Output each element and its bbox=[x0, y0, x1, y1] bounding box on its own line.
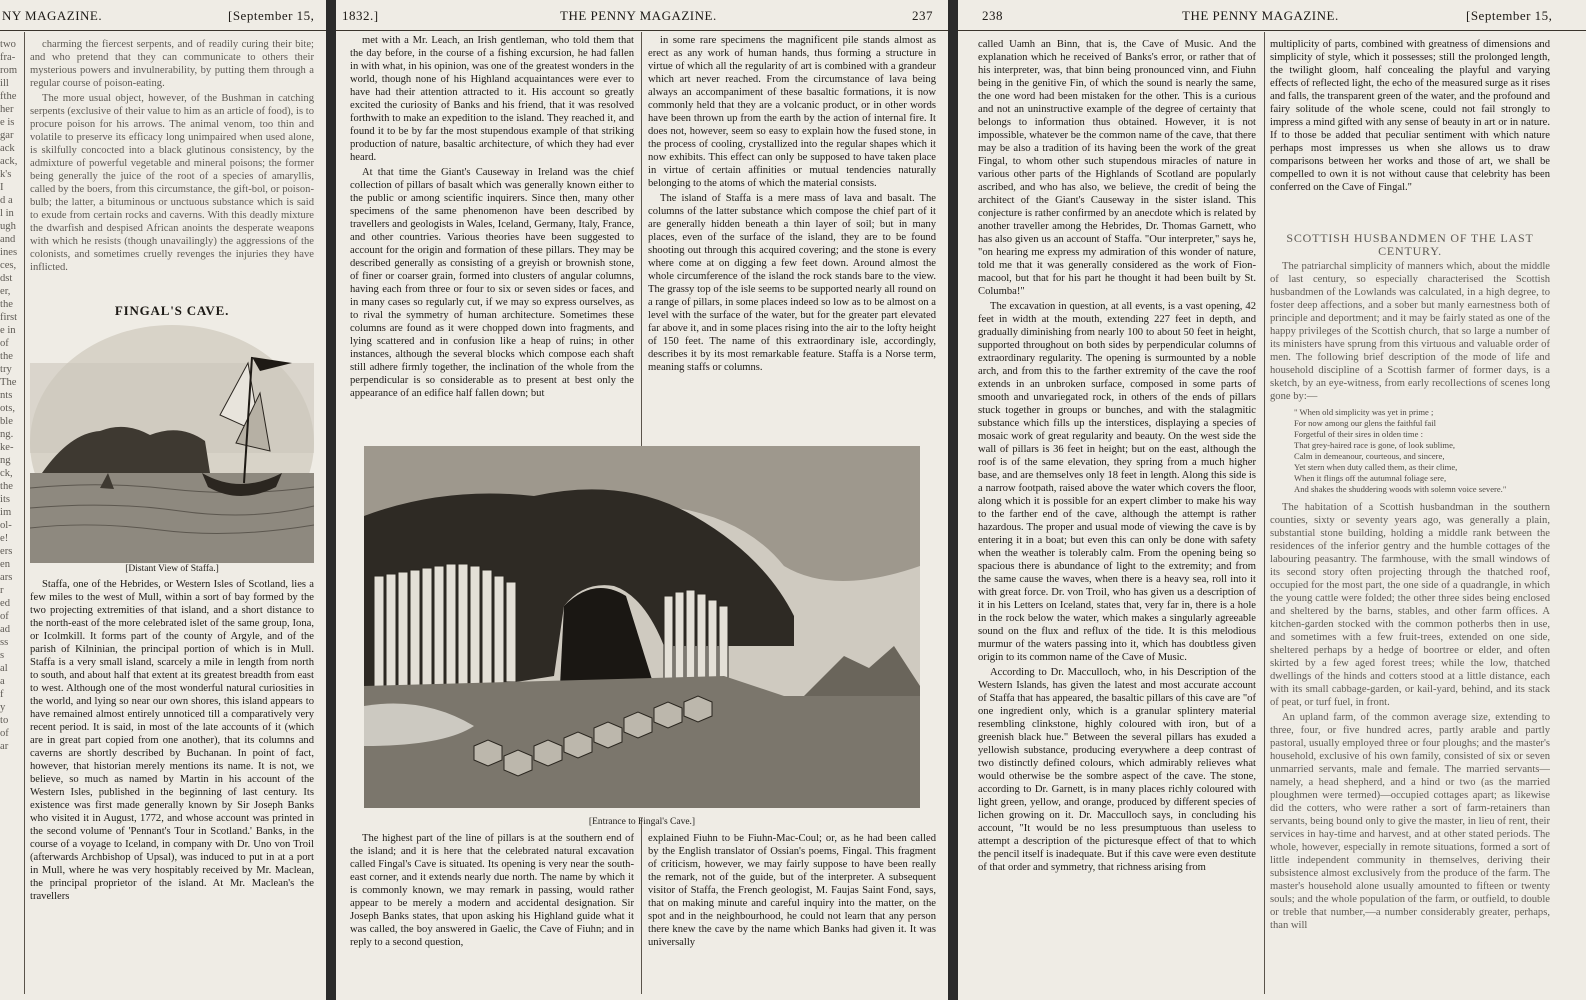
intro-paragraph: The patriarchal simplicity of manners which, about the middle of last century, so especially characterised the Scottish husbandmen of the Lowlands was calculated, in a high degree, to foster deep affections, and a sober but manly earnestness both of principle and deportment; and it may be fairly stated as one of the happy privileges of the Scottish church, that so large a number of its ministers have sprung from this virtuous and valuable order of men. The following brief description of the mode of life and household discipline of a Scottish farmer of former days, is a sketch, by an eye-witness, from early recollections of scenes long gone by:— bbox=[1270, 261, 1550, 402]
poem-line: Forgetful of their sires in olden time : bbox=[1294, 429, 1423, 439]
edge-fragment: fthe bbox=[0, 91, 17, 102]
edge-fragment: ble bbox=[0, 416, 13, 427]
caption-fingals-cave-entrance: [Entrance to Fingal's Cave.] bbox=[588, 817, 696, 827]
edge-fragment: ck, bbox=[0, 468, 13, 479]
edge-fragment: its bbox=[0, 494, 11, 505]
edge-fragment: d a bbox=[0, 195, 13, 206]
edge-fragment: ack bbox=[0, 143, 15, 154]
right-header-page: 238 bbox=[982, 8, 1003, 23]
right-col1-paragraph: The excavation in question, at all events, is a vast opening, 42 feet in width at the mouth, extending 227 feet in depth, and gradually diminishing from nearly 100 to about 50 feet in height, supported throughout on both sides by perpendicular columns of extraordinary regularity. The opening is surmounted by a noble arch, and from this to the farther extremity of the cave the roof extends in an unbroken surface, composed in some parts of smooth and unvariegated rock, in others of the ends of pillars stuck together in groups or bunches, and with the stalagmitic substance which fills up the interstices, displaying a species of mosaic work of great regularity and beauty. On the west side the wall of pillars is 36 feet in height; but on the east, although the roof is of the same elevation, they spring from a much higher base, and are themselves only 18 feet in length. Along this side is a narrow footpath, raised above the water which covers the floor, along which it is possible for an expert climber to make his way to the farther end of the cave, although the attempt is rather hazardous. The proper and usual mode of viewing the cave is by entering it in a boat; but even this can only be done with safety when the weather is tolerably calm. From the opening being so spacious there is abundance of light to the extremity; and from the same cause the waves, when there is a heavy sea, roll into it with great force. Dr. von Troil, who has given us a description of it in his Letters on Iceland, states that, very far in, there is a hole in the rock below the water, which makes a singularly agreeable sound on the flux and reflux of the tide. It is this melodious murmur of the waters passing into it, which has doubtless given origin to its common name of the Cave of Music. bbox=[978, 301, 1256, 663]
edge-fragment: ars bbox=[0, 572, 13, 583]
right-header-title: THE PENNY MAGAZINE. bbox=[1182, 8, 1339, 23]
edge-fragment: en bbox=[0, 559, 10, 570]
middle-header-title: THE PENNY MAGAZINE. bbox=[560, 8, 717, 23]
edge-fragment: and bbox=[0, 234, 16, 245]
middle-column-rule-bottom bbox=[641, 818, 642, 994]
right-header-date: [September 15, bbox=[1466, 8, 1553, 23]
edge-fragment: nts bbox=[0, 390, 13, 401]
edge-fragment: ke- bbox=[0, 442, 14, 453]
middle-col1-lower-paragraph: The highest part of the line of pillars is at the southern end of the island; and it is here that the celebrated natural excavation called Fingal's Cave is situated. Its opening is very near the south-east corner, and it extends nearly due north. The name by which it is commonly known, we may remark in passing, would rather appear to be merely a modern and accidental designation. Sir Joseph Banks states, that upon asking his Highland guide what it was called, the boy answered in Gaelic, the Cave of Fiuhn; and in reply to a second question, bbox=[350, 833, 634, 948]
edge-fragment: k's bbox=[0, 169, 12, 180]
edge-fragment: f bbox=[0, 689, 4, 700]
edge-fragment: the bbox=[0, 481, 13, 492]
poem-line: And shakes the shuddering woods with solemn voice severe." bbox=[1294, 484, 1507, 494]
edge-fragment: The bbox=[0, 377, 17, 388]
middle-col2-upper bbox=[648, 34, 936, 432]
right-col2-paragraph: multiplicity of parts, combined with greatness of dimensions and simplicity of style, which it possesses; still the prolonged length, the twilight gloom, half concealing the playful and varying effects of reflected light, the echo of the measured surge as it rises and falls, the transparent green of the water, and the profound and fairy solitude of the whole scene, could not fail strongly to impress a mind gifted with any sense of beauty in art or in nature. If to those be added that peculiar sentiment with which nature perhaps most impresses us when she allows us to draw comparisons between her works and those of art, we shall be compelled to own it is not without cause that celebrity has been conferred on the Cave of Fingal." bbox=[1270, 39, 1550, 193]
edge-fragment: ines bbox=[0, 247, 18, 258]
edge-fragment: try bbox=[0, 364, 12, 375]
edge-fragment: er, bbox=[0, 286, 11, 297]
edge-fragment: to bbox=[0, 715, 9, 726]
edge-fragment: ack, bbox=[0, 156, 18, 167]
edge-fragment: s bbox=[0, 650, 5, 661]
husbandmen-paragraph: The habitation of a Scottish husbandman in the southern counties, sixty or seventy years ago, was generally a plain, substantial stone building, holding a middle rank between the residences of the inferior gentry and the humble cottages of the labouring peasantry. The farmhouse, with the small windows of its second story often projecting through the thatched roof, occupied for the most part, the one side of a quadrangle, in which the young cattle were folded; the other three sides being enclosed and sheltered by the barns, stables, and other farm offices. A kitchen-garden stocked with the common potherbs then in use, and sometimes with a few fruit-trees, extended on one side, sheltered perhaps by a hedge of boortree or elder, and often skirted by a few aged forest trees; while the low, thatched dwellings of the hinds and cotters stood at a little distance, each with its small cabbage-garden, or kail-yard, behind, and its stack of peat, or turf fuel, in front. bbox=[1270, 502, 1550, 708]
right-col1 bbox=[978, 38, 1256, 994]
edge-fragment: rom bbox=[0, 65, 18, 76]
left-edge-fragments bbox=[0, 38, 22, 753]
edge-fragment: ss bbox=[0, 637, 9, 648]
poem-line: That grey-haired race is gone, of look sublime, bbox=[1294, 440, 1456, 450]
left-header-date: [September 15, bbox=[228, 8, 315, 23]
left-page bbox=[0, 0, 326, 1000]
left-header-title: NY MAGAZINE. bbox=[2, 8, 103, 23]
right-page bbox=[958, 0, 1586, 1000]
right-column-rule bbox=[1264, 32, 1265, 994]
edge-fragment: ad bbox=[0, 624, 10, 635]
edge-fragment: ed bbox=[0, 598, 10, 609]
poem-line: For now among our glens the faithful fail bbox=[1294, 418, 1437, 428]
left-page-header bbox=[0, 0, 326, 31]
edge-fragment: ol- bbox=[0, 520, 12, 531]
illustration-fingals-cave-entrance bbox=[364, 446, 920, 808]
right-col2-upper bbox=[1270, 38, 1550, 228]
edge-fragment: e in bbox=[0, 325, 16, 336]
left-upper-column bbox=[30, 38, 314, 296]
middle-col1-paragraph: At that time the Giant's Causeway in Ireland was the chief collection of pillars of basalt which was generally known either to the public or among scientific inquirers. Since then, many other specimens of the same phenomenon have been described by travellers and geologists in Wales, Iceland, Germany, Italy, France, and other countries. Various theories have been suggested to account for the origin and formation of these pillars. They may be described generally as consisting of a greyish or brownish stone, of finer or coarser grain, formed into clusters of angular columns, having each from three or four to six or seven sides or faces, and in many cases so regularly cut, if we may so express ourselves, as to rival the symmetry of human architecture. Sometimes these columns are found as it were chopped down into fragments, and lying scattered and in confusion like a heap of ruins; in other instances, although the several blocks which compose each shaft still adhere firmly together, the inclination of the whole from the perpendicular is so considerable as to present at best only the appearance of an edifice half fallen down; but bbox=[350, 167, 634, 399]
middle-page bbox=[336, 0, 948, 1000]
poem-quote bbox=[1294, 407, 1550, 495]
illustration-distant-staffa bbox=[30, 323, 314, 563]
edge-fragment: ar bbox=[0, 741, 9, 752]
edge-fragment: ng. bbox=[0, 429, 14, 440]
edge-fragment: of bbox=[0, 611, 9, 622]
edge-fragment: l in bbox=[0, 208, 14, 219]
edge-fragment: r bbox=[0, 585, 4, 596]
middle-header-year: 1832.] bbox=[342, 8, 379, 23]
edge-fragment: a bbox=[0, 676, 5, 687]
poem-line: When it flings off the autumnal foliage sere, bbox=[1294, 473, 1447, 483]
middle-col2-paragraph: The island of Staffa is a mere mass of lava and basalt. The columns of the latter substance which compose the chief part of it are generally hidden beneath a thin layer of soil; but in many places, even of the surface of the island, they are to be found shooting out through this acquired covering; and the stone is every where come at on digging a few feet down. Around almost the whole circumference of the island the rock stands bare to the view. The grassy top of the isle seems to be supported nearly all round on a range of pillars, in some places indeed so low as to be almost on a level with the surface of the water, but for the greater part elevated far above it, and in some places rising into the air to the lofty height of 150 feet. The name of this extraordinary isle, accordingly, describes it by its most remarkable feature. Staffa is a Norse term, meaning staffs or columns. bbox=[648, 193, 936, 373]
edge-fragment: gar bbox=[0, 130, 14, 141]
edge-fragment: e! bbox=[0, 533, 9, 544]
staffa-engraving bbox=[30, 323, 314, 563]
middle-col2-lower bbox=[648, 832, 936, 994]
middle-col1-paragraph: met with a Mr. Leach, an Irish gentleman, who told them that the day before, in the course of a fishing excursion, he had fallen in with what, in his opinion, was one of the greatest wonders in the world, though none of his Highland acquaintances were ever to have had their attention attracted to it. His account so greatly excited the curiosity of Banks and his friend, that it was resolved forthwith to make an expedition to the island. They reached it, and found it to be by far the most stupendous example of that striking production of nature, basaltic architecture, of which they had ever heard. bbox=[350, 35, 634, 163]
left-upper-paragraph: The more usual object, however, of the Bushman in catching serpents (exclusive of their value to him as an article of food), is to procure poison for his arrows. The animal venom, too thin and volatile to preserve its efficacy long unimpaired when used alone, is skilfully concocted into a black glutinous consistency, by the admixture of powerful vegetable and mineral poisons; the former being generally the juice of the root of a species of amaryllis, called by the boers, from this circumstance, the gift-bol, or poison-bulb; the latter, a bituminous or unctuous substance which is said to exude from certain rocks and caverns. With this deadly mixture the dwarfish and despised African anoints the desperate weapons with which he resists (though unavailingly) the aggressions of the colonists, and sometimes cruelly revenges the injuries they have inflicted. bbox=[30, 93, 314, 273]
edge-fragment: ugh bbox=[0, 221, 16, 232]
middle-col2-paragraph: in some rare specimens the magnificent pile stands almost as erect as any work of human hands, thus forming a structure in virtue of which all the regularity of art is combined with a grandeur which art never reached. From the circumstance of lava being always an accompaniment of these basaltic formations, it is now commonly held that they are a volcanic product, or in other words have been thrown up from the earth by the action of internal fire. It does not, however, seem so easy to explain how the fused stone, in the process of cooling, crystallized into the regular shapes which it now exhibits. This effect can only be supposed to have taken place in virtue of certain affinities or mutual tendencies naturally belonging to the atoms of which the material consists. bbox=[648, 35, 936, 189]
edge-fragment: of bbox=[0, 728, 9, 739]
middle-col1-lower bbox=[350, 832, 634, 994]
middle-col1-upper bbox=[350, 34, 634, 432]
edge-fragment: fra- bbox=[0, 52, 16, 63]
poem-line: Yet stern when duty called them, as their clime, bbox=[1294, 462, 1458, 472]
edge-fragment: y bbox=[0, 702, 6, 713]
edge-fragment: of bbox=[0, 338, 9, 349]
edge-fragment: her bbox=[0, 104, 14, 115]
right-col2-lower bbox=[1270, 232, 1550, 994]
edge-fragment: the bbox=[0, 299, 13, 310]
edge-fragment: ng bbox=[0, 455, 11, 466]
caption-distant-staffa: [Distant View of Staffa.] bbox=[125, 564, 219, 574]
edge-fragment: ces, bbox=[0, 260, 17, 271]
section-title-fingals-cave: FINGAL'S CAVE. bbox=[114, 304, 230, 318]
right-page-header bbox=[958, 0, 1586, 31]
edge-fragment: the bbox=[0, 351, 13, 362]
left-upper-paragraph: charming the fiercest serpents, and of readily curing their bite; and who pretend that they can communicate to others their mysterious powers and invulnerability, by putting them through a regular course of poison-eating. bbox=[30, 39, 314, 89]
left-lower-column bbox=[30, 304, 314, 994]
middle-col2-lower-paragraph: explained Fiuhn to be Fiuhn-Mac-Coul; or, as he had been called by the English translator of Ossian's poems, Fingal. This fragment of criticism, however, we may fairly suppose to have been really the remark, not of the guide, but of the interpreter. A subsequent visitor of Staffa, the French geologist, M. Faujas Saint Fond, says, that on making minute and careful inquiry into the matter, on the spot and in the neighbourhood, he could not learn that any person there knew the cave by the name which Banks had given it. It was universally bbox=[648, 833, 936, 948]
edge-fragment: I bbox=[0, 182, 4, 193]
poem-line: Calm in demeanour, courteous, and sincere, bbox=[1294, 451, 1445, 461]
cave-engraving bbox=[364, 446, 920, 808]
edge-fragment: first bbox=[0, 312, 18, 323]
edge-fragment: im bbox=[0, 507, 12, 518]
edge-fragment: al bbox=[0, 663, 8, 674]
edge-fragment: ill bbox=[0, 78, 9, 89]
middle-header-page: 237 bbox=[912, 8, 933, 23]
middle-page-header bbox=[336, 0, 948, 31]
husbandmen-paragraph: An upland farm, of the common average size, extending to three, four, or five hundred acres, partly arable and partly pastoral, usually employed three or four ploughs; and the master's household, exclusive of his own family, consisted of six or seven unmarried servants, male and female. The married servants—namely, a head shepherd, and a hind or two (as the married ploughmen were termed)—occupied cottages apart; as likewise did the cotters, who were rather a sort of farm-retainers than servants, being bound only to give the master, in lieu of rent, their services in hay-time and harvest, and at other stated periods. The whole, however, especially in remote situations, formed a sort of little independent community in themselves, deriving their subsistence almost exclusively from the produce of the farm. The master's household alone usually amounted to fifteen or twenty souls; and the whole population of the farm, or outfield, to double or treble that number,—a number considerably greater, perhaps, than will bbox=[1270, 712, 1550, 931]
edge-fragment: ots, bbox=[0, 403, 16, 414]
middle-caption-wrap bbox=[364, 816, 920, 830]
edge-fragment: ers bbox=[0, 546, 13, 557]
edge-fragment: e is bbox=[0, 117, 15, 128]
edge-fragment: two bbox=[0, 39, 16, 50]
poem-line: " When old simplicity was yet in prime ; bbox=[1294, 407, 1434, 417]
right-col1-paragraph: According to Dr. Macculloch, who, in his Description of the Western Islands, has given the latest and most accurate account of Staffa that has appeared, the basaltic pillars of this cave are "of one ingredient only, which is a granular splintery material resembling clinkstone, highly coloured with iron, but of a greenish black hue." Between the several pillars has exuded a yellowish substance, producing everywhere a deep contrast of two distinctly defined colours, which admirably relieves what would otherwise be the sombre aspect of the cave. The stone, according to Dr. Garnett, is in many places richly coloured with light green, yellow, and orange, produced by different species of lichen growing on it. Dr. Macculloch says, in concluding his account, "It would be no less presumptuous than useless to attempt a description of the picturesque effect of that to which the pencil itself is inadequate. But if this cave were even destitute of that order and symmetry, that richness arising from bbox=[978, 667, 1256, 873]
left-body-paragraph: Staffa, one of the Hebrides, or Western Isles of Scotland, lies a few miles to the west of Mull, within a sort of bay formed by the two projecting extremities of that island, and a short distance to the north-east of the more celebrated islet of the same group, Iona, or Icolmkill. It forms part of the county of Argyle, and of the parish of Kilninian, the principal portion of which is in Mull. Staffa is a very small island, scarcely a mile in length from north to south, and about half that extent at its greatest breadth from east to west. Although one of the most wonderful natural curiosities in the world, and lying so near our own shores, this island appears to have remained almost entirely unnoticed till a comparatively very recent period. It is said, in most of the late accounts of it (which are in great part copied from one another), that its columns and caverns are shortly described by Buchanan. In point of fact, however, that historian merely mentions its name. It is not, we believe, so much as named by Martin in his account of the Western Isles, published in the beginning of last century. Its existence was first made generally known by Sir Joseph Banks who visited it in August, 1772, and whose account was printed in the second volume of 'Pennant's Tour in Scotland.' Banks, in the course of a voyage to Iceland, in company with Dr. Uno von Troil (afterwards Archbishop of Upsal), was induced to put in at a port in Mull, where he was very hospitably received by Mr. Maclean, the principal proprietor of the island. At Mr. Maclean's the travellers bbox=[30, 579, 314, 902]
middle-column-rule-top bbox=[641, 32, 642, 460]
section-title-scottish-husbandmen: SCOTTISH HUSBANDMEN OF THE LAST CENTURY. bbox=[1286, 232, 1534, 258]
left-column-rule bbox=[24, 32, 25, 994]
edge-fragment: dst bbox=[0, 273, 13, 284]
right-col1-paragraph: called Uamh an Binn, that is, the Cave of Music. And the explanation which he received of Banks's error, or rather that of his interpreter, was, that binn being pronounced vinn, and Fiuhn being in the genitive Fin, of which the sound is nearly the same, the one word had been mistaken for the other. This is a curious and not an uninstructive example of the degree of certainty that belongs to information thus obtained. However, it is not impossible, whatever be the common name of the cave, that there may be also a tradition of its having been the work of the great Fingal, to whom other such stupendous miracles of nature in various other parts of the Highlands of Scotland are popularly ascribed, and who has also, we believe, the credit of being the architect of the Giant's Causeway in the sister island. This conjecture is rather confirmed by an anecdote which is related by another traveller among the Hebrides, Dr. Thomas Garnett, who has also given us an account of Staffa. "Our interpreter," says he, "on hearing me express my admiration of this wonder of nature, told me that it was generally considered as the work of Fion-macool, but that for his part he thought it had been built by St. Columba!" bbox=[978, 39, 1256, 297]
